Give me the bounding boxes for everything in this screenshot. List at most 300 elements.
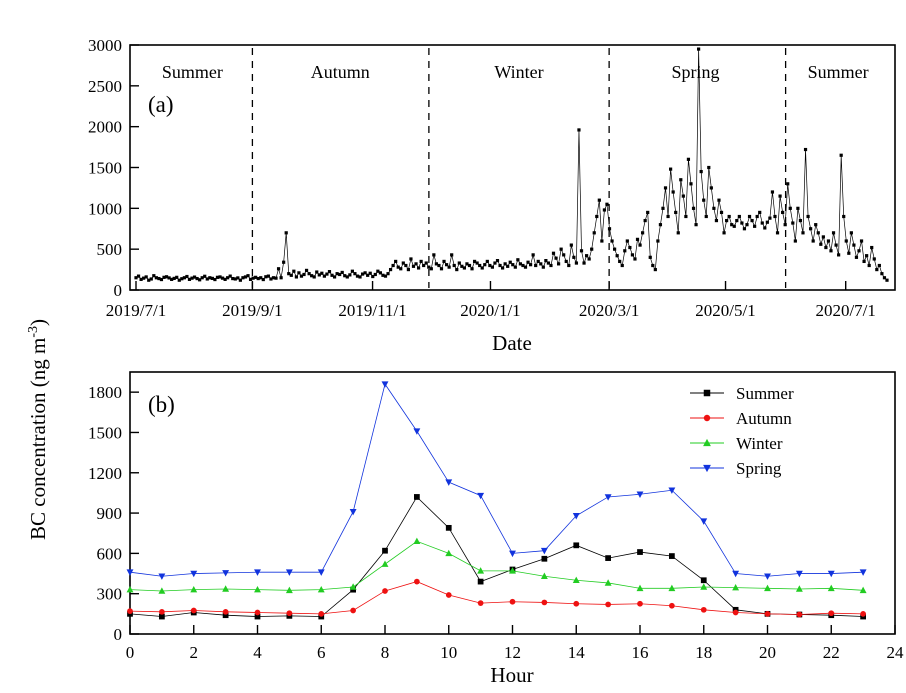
panel-b-marker (446, 592, 452, 598)
panel-a-marker (524, 266, 527, 269)
panel-a-marker (560, 248, 563, 251)
panel-b-marker (287, 610, 293, 616)
panel-b-marker (223, 609, 229, 615)
panel-a-marker (437, 264, 440, 267)
panel-a-marker (175, 276, 178, 279)
panel-b-x-tick-label: 24 (886, 643, 904, 662)
panel-a-marker (717, 199, 720, 202)
panel-b-marker (828, 571, 835, 577)
panel-a-x-axis-label: Date (492, 331, 532, 355)
panel-a-marker (430, 267, 433, 270)
panel-a-marker (654, 268, 657, 271)
panel-a-marker (137, 275, 140, 278)
panel-b-marker (413, 538, 420, 544)
panel-a-marker (722, 231, 725, 234)
panel-a-marker (392, 264, 395, 267)
panel-a-marker (623, 249, 626, 252)
panel-b-marker (701, 577, 707, 583)
panel-a-marker (414, 262, 417, 265)
panel-b-y-tick-label: 900 (96, 504, 122, 524)
panel-a-marker (700, 170, 703, 173)
panel-a-marker (603, 208, 606, 211)
panel-a-marker (585, 254, 588, 257)
panel-b-marker (828, 610, 834, 616)
panel-a-marker (735, 219, 738, 222)
panel-b-x-tick-label: 20 (759, 643, 776, 662)
panel-a-marker (483, 263, 486, 266)
panel-b-marker (254, 586, 261, 592)
panel-a-marker (865, 254, 868, 257)
panel-a-marker (786, 182, 789, 185)
panel-a-marker (565, 260, 568, 263)
panel-b-marker (127, 608, 133, 614)
panel-a-season-label: Summer (807, 62, 869, 82)
panel-b-marker (127, 586, 134, 592)
y-axis-label-exponent: -3 (26, 325, 41, 338)
panel-a-marker (580, 249, 583, 252)
panel-a-marker (806, 215, 809, 218)
panel-a-marker (771, 190, 774, 193)
panel-b-marker (286, 587, 293, 593)
panel-a-marker (320, 272, 323, 275)
panel-a-marker (875, 268, 878, 271)
panel-a-marker (455, 268, 458, 271)
panel-a-marker (593, 231, 596, 234)
panel-b-marker (445, 550, 452, 556)
panel-a-marker (666, 215, 669, 218)
shared-y-axis-label (26, 319, 51, 540)
panel-a-season-label: Summer (161, 62, 223, 82)
panel-a-y-tick-label: 3000 (88, 36, 122, 55)
panel-a-marker (150, 277, 153, 280)
panel-a-marker (425, 261, 428, 264)
panel-a-marker (868, 264, 871, 267)
panel-b-x-tick-label: 2 (189, 643, 198, 662)
panel-b-line (130, 541, 863, 591)
panel-b-marker (509, 551, 516, 557)
panel-b-marker (191, 608, 197, 614)
panel-b-x-tick-label: 12 (504, 643, 521, 662)
panel-a-marker (582, 261, 585, 264)
panel-b-x-ticks (126, 625, 904, 662)
panel-a-marker (644, 219, 647, 222)
panel-a-marker (267, 275, 270, 278)
panel-a-marker (305, 269, 308, 272)
panel-a-marker (819, 243, 822, 246)
panel-a-marker (636, 238, 639, 241)
panel-b-marker (703, 465, 711, 472)
panel-a-marker (616, 254, 619, 257)
panel-b-marker (382, 381, 389, 387)
panel-b-marker (190, 586, 197, 592)
panel-b-marker (605, 494, 612, 500)
panel-b-legend (690, 384, 794, 478)
panel-b-marker (797, 612, 803, 618)
panel-a-marker (745, 223, 748, 226)
panel-a-marker (661, 207, 664, 210)
panel-b-marker (477, 493, 484, 499)
panel-a-marker (801, 231, 804, 234)
panel-a-marker (679, 178, 682, 181)
panel-a-season-label: Winter (494, 62, 544, 82)
panel-b-line (130, 582, 863, 615)
panel-b-line (130, 497, 863, 617)
panel-a-marker (605, 203, 608, 206)
panel-a-marker (486, 260, 489, 263)
panel-b-x-tick-label: 18 (695, 643, 713, 662)
panel-a-marker (712, 207, 715, 210)
panel-a-marker (796, 207, 799, 210)
panel-a-marker (389, 268, 392, 271)
panel-a-marker (672, 190, 675, 193)
panel-a-marker (577, 128, 580, 131)
panel-a-marker (756, 215, 759, 218)
panel-a-marker (496, 259, 499, 262)
panel-a-marker (633, 257, 636, 260)
panel-a-marker (870, 246, 873, 249)
panel-a-marker (781, 211, 784, 214)
panel-a-marker (817, 231, 820, 234)
panel-a-marker (145, 275, 148, 278)
panel-b-marker (764, 573, 771, 579)
panel-b-marker (350, 509, 357, 515)
panel-a-marker (852, 243, 855, 246)
panel-a-x-tick-label: 2020/3/1 (578, 301, 640, 320)
panel-a-marker (539, 262, 542, 265)
panel-b-marker (510, 599, 516, 605)
panel-a-marker (386, 272, 389, 275)
panel-a-marker (814, 223, 817, 226)
panel-a-marker (778, 194, 781, 197)
panel-a-marker (656, 239, 659, 242)
panel-b-marker (573, 542, 579, 548)
panel-a-marker (432, 253, 435, 256)
panel-a-marker (290, 274, 293, 277)
panel-a-marker (748, 215, 751, 218)
panel-b-marker (255, 610, 261, 616)
panel-a-marker (277, 267, 280, 270)
panel-a-marker (348, 273, 351, 276)
panel-b-marker (286, 569, 293, 575)
panel-a-y-tick-label: 1000 (88, 199, 122, 219)
panel-a-marker (409, 257, 412, 260)
panel-a-marker (776, 231, 779, 234)
panel-a-x-ticks (106, 281, 876, 320)
panel-b-marker (828, 585, 835, 591)
panel-a-marker (453, 264, 456, 267)
panel-a-marker (631, 253, 634, 256)
panel-a-marker (394, 260, 397, 263)
panel-a-marker (720, 211, 723, 214)
panel-a-marker (608, 227, 611, 230)
panel-a-marker (542, 266, 545, 269)
panel-a-marker (595, 215, 598, 218)
panel-b-marker (222, 570, 229, 576)
panel-a-marker (549, 264, 552, 267)
panel-a-marker (562, 253, 565, 256)
panel-b-marker (700, 518, 707, 524)
panel-a (88, 36, 895, 355)
panel-a-marker (514, 266, 517, 269)
panel-a-marker (773, 215, 776, 218)
panel-a-marker (404, 264, 407, 267)
panel-a-marker (837, 253, 840, 256)
panel-a-marker (829, 249, 832, 252)
panel-a-marker (626, 239, 629, 242)
panel-a-marker (651, 264, 654, 267)
panel-a-season-label: Spring (671, 62, 720, 82)
panel-a-marker (847, 252, 850, 255)
legend-label: Autumn (736, 409, 792, 428)
panel-a-marker (575, 261, 578, 264)
panel-b-y-tick-label: 600 (96, 544, 122, 564)
panel-b-marker (703, 439, 711, 446)
panel-b-marker (796, 585, 803, 591)
panel-a-marker (860, 239, 863, 242)
panel-b-x-axis-label: Hour (490, 663, 534, 687)
panel-b-marker (382, 560, 389, 566)
panel-a-marker (740, 221, 743, 224)
panel-a-tag: (a) (148, 92, 174, 117)
panel-a-marker (554, 257, 557, 260)
panel-a-marker (784, 223, 787, 226)
panel-a-marker (761, 221, 764, 224)
panel-a-x-tick-label: 2019/7/1 (105, 301, 167, 320)
panel-a-y-tick-label: 2000 (88, 117, 122, 137)
panel-b-marker (701, 607, 707, 613)
panel-a-marker (832, 231, 835, 234)
panel-b-marker (704, 390, 711, 397)
panel-a-marker (292, 270, 295, 273)
panel-b-marker (478, 579, 484, 585)
panel-a-marker (570, 243, 573, 246)
panel-a-marker (448, 266, 451, 269)
panel-b-marker (573, 601, 579, 607)
panel-a-marker (618, 260, 621, 263)
y-axis-label-tail: ) (26, 318, 50, 326)
panel-a-marker (880, 272, 883, 275)
legend-label: Spring (736, 459, 782, 478)
panel-a-marker (857, 249, 860, 252)
panel-a-marker (506, 265, 509, 268)
panel-b-x-tick-label: 8 (380, 643, 390, 662)
panel-b-marker (414, 579, 420, 585)
panel-b-marker (159, 609, 165, 615)
panel-b-x-tick-label: 14 (567, 643, 585, 662)
panel-b-marker (764, 585, 771, 591)
panel-a-marker (458, 261, 461, 264)
panel-b-marker (704, 415, 710, 421)
panel-b-marker (158, 573, 165, 579)
panel-b-marker (542, 556, 548, 562)
panel-b-y-tick-label: 300 (96, 584, 122, 604)
panel-b-marker (382, 548, 388, 554)
panel-a-marker (834, 243, 837, 246)
panel-a-marker (743, 227, 746, 230)
panel-a-marker (674, 211, 677, 214)
panel-a-marker (420, 260, 423, 263)
panel-a-marker (481, 266, 484, 269)
panel-a-marker (809, 227, 812, 230)
panel-a-marker (684, 215, 687, 218)
panel-a-marker (794, 239, 797, 242)
panel-a-marker (689, 182, 692, 185)
panel-a-marker (738, 215, 741, 218)
panel-a-x-tick-label: 2020/1/1 (460, 301, 521, 320)
panel-a-marker (358, 275, 361, 278)
panel-a-y-tick-label: 500 (96, 240, 122, 260)
panel-a-marker (827, 239, 830, 242)
panel-a-marker (463, 266, 466, 269)
panel-b-marker (350, 608, 356, 614)
panel-a-marker (649, 256, 652, 259)
panel-b-marker (477, 567, 484, 573)
panel-a-marker (328, 270, 331, 273)
panel-a-marker (407, 268, 410, 271)
panel-a-marker (600, 239, 603, 242)
panel-a-season-labels (162, 62, 869, 82)
panel-a-marker (417, 266, 420, 269)
panel-a-x-tick-label: 2019/11/1 (338, 301, 407, 320)
panel-a-marker (646, 211, 649, 214)
panel-a-marker (812, 239, 815, 242)
panel-b-x-tick-label: 6 (317, 643, 326, 662)
panel-b-x-tick-label: 4 (253, 643, 262, 662)
panel-a-marker (185, 275, 188, 278)
panel-a-marker (246, 274, 249, 277)
panel-b-marker (700, 583, 707, 589)
panel-b-marker (414, 494, 420, 500)
panel-a-marker (824, 246, 827, 249)
panel-a-marker (621, 264, 624, 267)
panel-b-marker (254, 569, 261, 575)
panel-a-marker (262, 278, 265, 281)
panel-b-marker (669, 603, 675, 609)
panel-b-marker (318, 569, 325, 575)
panel-b-y-tick-label: 1800 (88, 383, 122, 403)
panel-b-marker (732, 584, 739, 590)
panel-a-marker (750, 219, 753, 222)
panel-a-marker (842, 215, 845, 218)
panel-a-marker (804, 148, 807, 151)
panel-a-marker (302, 273, 305, 276)
panel-a-marker (659, 223, 662, 226)
panel-a-marker (491, 266, 494, 269)
panel-a-marker (282, 261, 285, 264)
panel-a-marker (295, 275, 298, 278)
panel-a-marker (557, 262, 560, 265)
panel-a-marker (369, 272, 372, 275)
panel-b (88, 372, 904, 687)
panel-a-marker (341, 271, 344, 274)
panel-a-line (136, 49, 887, 280)
panel-a-marker (399, 267, 402, 270)
panel-a-marker (532, 253, 535, 256)
panel-a-marker (799, 219, 802, 222)
panel-a-data-series (134, 47, 888, 281)
panel-b-x-tick-label: 10 (440, 643, 458, 662)
panel-a-marker (885, 279, 888, 282)
panel-a-marker (763, 226, 766, 229)
panel-b-marker (765, 611, 771, 617)
panel-a-marker (694, 223, 697, 226)
panel-a-marker (552, 252, 555, 255)
panel-b-x-tick-label: 0 (125, 643, 135, 662)
panel-a-x-tick-label: 2019/9/1 (222, 301, 283, 320)
panel-a-marker (313, 275, 316, 278)
panel-a-marker (529, 263, 532, 266)
panel-a-marker (766, 221, 769, 224)
panel-a-marker (845, 239, 848, 242)
panel-a-y-tick-label: 1500 (88, 158, 122, 178)
panel-b-marker (222, 585, 229, 591)
panel-b-marker (413, 428, 420, 434)
panel-a-marker (442, 260, 445, 263)
panel-b-marker (446, 525, 452, 531)
panel-a-marker (315, 270, 318, 273)
panel-a-marker (789, 207, 792, 210)
panel-a-marker (677, 231, 680, 234)
panel-a-marker (534, 264, 537, 267)
y-axis-label-text: BC concentration (ng m (26, 337, 50, 540)
panel-a-marker (758, 211, 761, 214)
panel-a-marker (588, 257, 591, 260)
panel-a-marker (470, 267, 473, 270)
panel-a-marker (840, 154, 843, 157)
panel-a-marker (692, 207, 695, 210)
panel-a-marker (710, 186, 713, 189)
panel-a-marker (687, 158, 690, 161)
panel-b-marker (637, 601, 643, 607)
panel-b-marker (637, 549, 643, 555)
panel-b-x-tick-label: 16 (631, 643, 649, 662)
panel-a-marker (725, 219, 728, 222)
panel-a-marker (855, 256, 858, 259)
panel-a-marker (333, 275, 336, 278)
panel-a-y-tick-label: 0 (113, 281, 122, 300)
panel-a-marker (878, 264, 881, 267)
panel-a-marker (440, 267, 443, 270)
panel-a-marker (791, 221, 794, 224)
legend-label: Summer (736, 384, 794, 403)
legend-label: Winter (736, 434, 783, 453)
panel-b-x-tick-label: 22 (822, 643, 840, 662)
panel-a-season-dividers (252, 48, 785, 288)
panel-a-marker (664, 186, 667, 189)
panel-a-x-tick-label: 2020/5/1 (695, 301, 756, 320)
panel-a-marker (702, 199, 705, 202)
panel-b-marker (478, 600, 484, 606)
panel-a-marker (610, 239, 613, 242)
panel-a-marker (628, 246, 631, 249)
panel-a-marker (822, 235, 825, 238)
panel-a-marker (590, 248, 593, 251)
panel-a-marker (707, 166, 710, 169)
panel-b-y-tick-label: 1200 (88, 463, 122, 483)
panel-a-marker (682, 194, 685, 197)
panel-a-marker (753, 225, 756, 228)
panel-b-y-tick-label: 0 (113, 625, 122, 644)
panel-a-marker (862, 260, 865, 263)
panel-a-marker (669, 168, 672, 171)
panel-a-marker (641, 231, 644, 234)
panel-a-marker (501, 266, 504, 269)
panel-a-marker (274, 277, 277, 280)
panel-a-marker (638, 243, 641, 246)
panel-b-tag: (b) (148, 392, 175, 417)
panel-a-x-tick-label: 2020/7/1 (815, 301, 876, 320)
panel-a-marker (374, 273, 377, 276)
